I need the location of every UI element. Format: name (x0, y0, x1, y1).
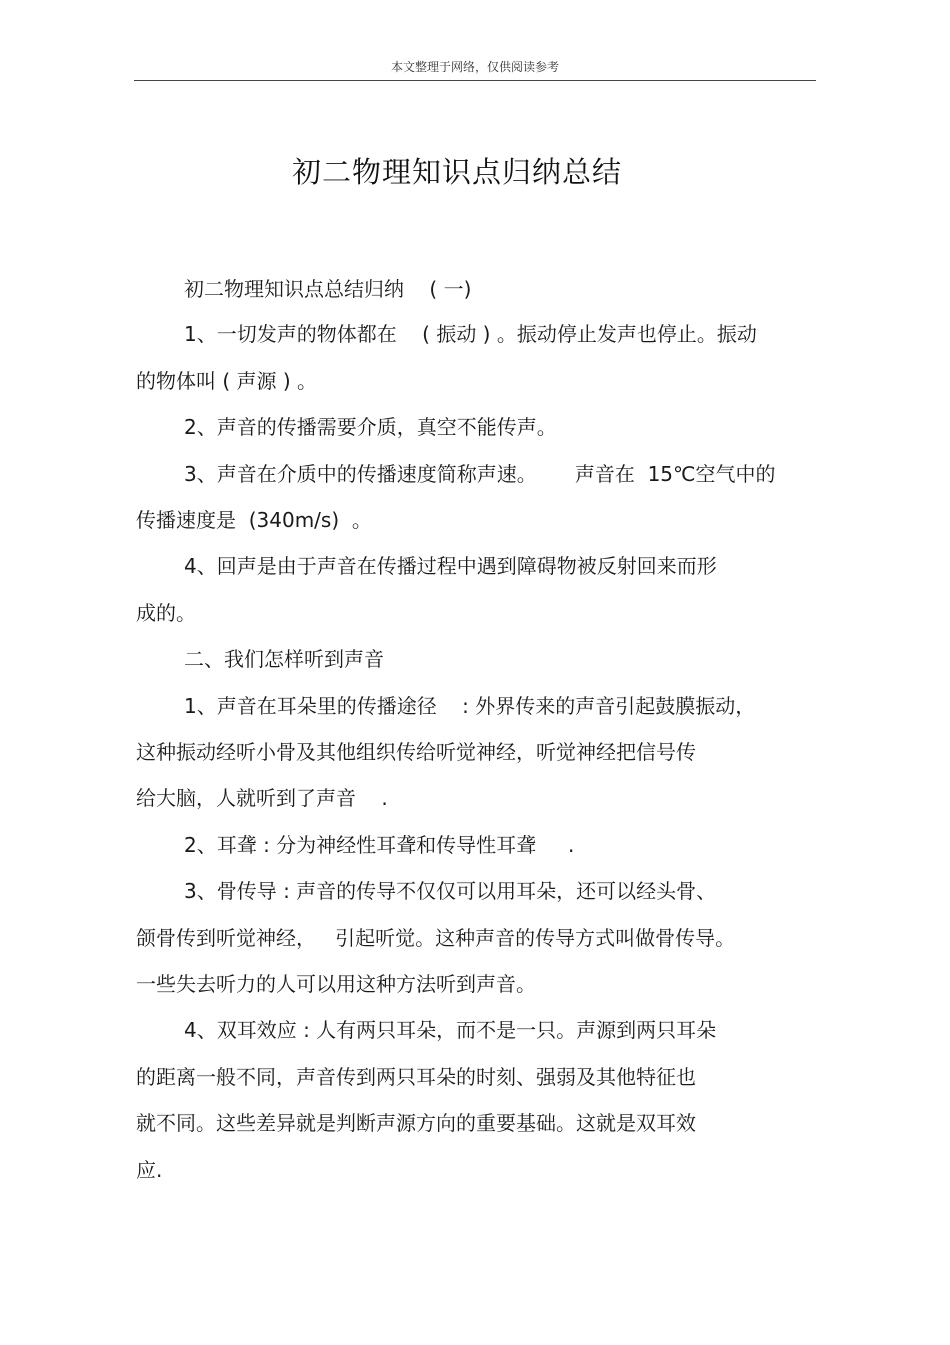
paragraph-line: 给大脑，人就听到了声音 . (136, 786, 388, 810)
paragraph-line: 一些失去听力的人可以用这种方法听到声音。 (136, 972, 536, 996)
paragraph-line: 应. (136, 1158, 163, 1182)
header-divider (134, 80, 816, 81)
paragraph-line: 1、一切发声的物体都在 ( 振动 ) 。振动停止发声也停止。振动 (184, 322, 757, 346)
paragraph-line: 就不同。这些差异就是判断声源方向的重要基础。这就是双耳效 (136, 1111, 696, 1135)
paragraph-line: 这种振动经听小骨及其他组织传给听觉神经，听觉神经把信号传 (136, 740, 696, 764)
paragraph-line: 颌骨传到听觉神经， 引起听觉。这种声音的传导方式叫做骨传导。 (136, 926, 736, 950)
document-title: 初二物理知识点归纳总结 (291, 155, 622, 189)
paragraph-line: 4、双耳效应 : 人有两只耳朵，而不是一只。声源到两只耳朵 (184, 1018, 717, 1042)
paragraph-line: 成的。 (136, 601, 196, 625)
page-header-note: 本文整理于网络，仅供阅读参考 (390, 60, 559, 74)
section-heading-1: 初二物理知识点总结归纳 ( 一) (184, 277, 472, 301)
paragraph-line: 3、声音在介质中的传播速度简称声速。 声音在 15℃空气中的 (184, 462, 776, 486)
paragraph-line: 的物体叫 ( 声源 ) 。 (136, 369, 318, 393)
section-heading-2: 二、我们怎样听到声音 (184, 647, 384, 671)
paragraph-line: 1、声音在耳朵里的传播途径 : 外界传来的声音引起鼓膜振动， (184, 694, 756, 718)
paragraph-line: 4、回声是由于声音在传播过程中遇到障碍物被反射回来而形 (184, 554, 717, 578)
paragraph-line: 3、骨传导 : 声音的传导不仅仅可以用耳朵，还可以经头骨、 (184, 879, 717, 903)
paragraph-line: 2、声音的传播需要介质，真空不能传声。 (184, 415, 557, 439)
paragraph-line: 传播速度是 (340m/s) 。 (136, 508, 372, 532)
paragraph-line: 的距离一般不同，声音传到两只耳朵的时刻、强弱及其他特征也 (136, 1065, 696, 1089)
paragraph-line: 2、耳聋 : 分为神经性耳聋和传导性耳聋 . (184, 833, 575, 857)
